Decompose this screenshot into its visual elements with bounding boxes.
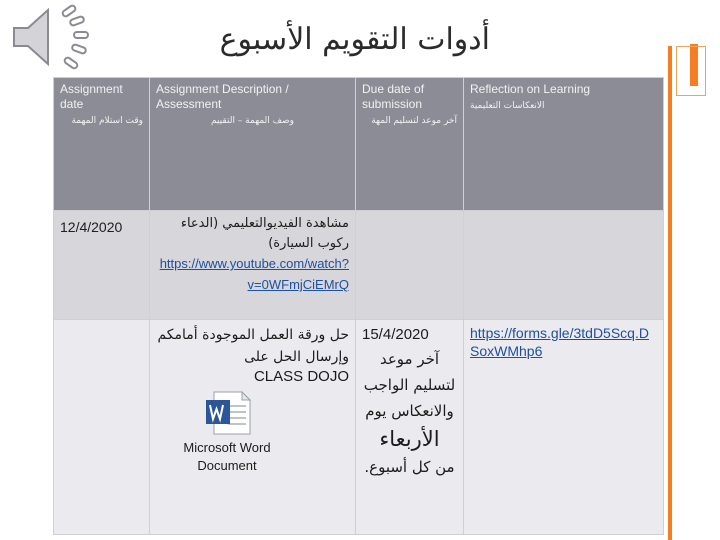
header-en: Reflection on Learning — [470, 82, 591, 96]
table-header-row — [54, 78, 664, 211]
table-row — [54, 211, 664, 320]
header-ar: وقت استلام المهمة — [71, 116, 143, 126]
cell-description — [150, 211, 356, 320]
header-en: Due date of submission — [362, 82, 425, 111]
accent-frame — [676, 46, 706, 96]
due-line: من كل أسبوع. — [364, 458, 455, 476]
header-ar: وصف المهمة – التقييم — [211, 116, 294, 126]
table-row — [54, 320, 664, 535]
due-line: لتسليم الواجب — [363, 376, 456, 394]
header-ar: الانعكاسات التعليمية — [470, 101, 545, 111]
description-line: حل ورقة العمل الموجودة أمامكم — [157, 327, 349, 343]
header-en: Assignment Description / Assessment — [156, 82, 289, 111]
attachment-type: Document — [197, 458, 257, 473]
description-line: وإرسال الحل على — [244, 349, 349, 365]
due-line: الأربعاء — [379, 427, 440, 451]
accent-bar-vertical — [668, 46, 672, 540]
due-line: والانعكاس يوم — [365, 402, 454, 420]
attachment-name: Microsoft Word — [183, 440, 271, 455]
due-date: 15/4/2020 — [362, 326, 429, 343]
header-ar: آخر موعد لتسليم المهة — [371, 116, 457, 126]
header-assignment-date — [54, 78, 150, 211]
word-document-icon[interactable] — [172, 390, 282, 480]
speaker-icon[interactable] — [8, 4, 92, 78]
header-due-date — [356, 78, 464, 211]
cell-due — [356, 320, 464, 535]
document-page — [206, 392, 250, 434]
cell-date — [54, 211, 150, 320]
header-reflection — [464, 78, 664, 211]
header-en: Assignment date — [60, 82, 123, 111]
slide-title: أدوات التقويم الأسبوع — [219, 22, 490, 57]
assignment-date: 12/4/2020 — [60, 219, 123, 235]
cell-date — [54, 320, 150, 535]
cell-due — [356, 211, 464, 320]
cell-reflection — [464, 320, 664, 535]
assignment-description — [156, 211, 349, 296]
due-line: آخر موعد — [379, 350, 440, 368]
reflection-form-link[interactable]: https://forms.gle/3tdD5Scq.DSoxWMhp6 — [470, 325, 649, 359]
header-description — [150, 78, 356, 211]
description-text: مشاهدة الفيديوالتعليمي (الدعاء ركوب السيارة) — [180, 216, 349, 251]
assignment-table — [53, 77, 664, 535]
video-link[interactable]: https://www.youtube.com/watch?v=0WFmjCiEMrQ — [159, 256, 349, 292]
class-dojo-label: CLASS DOJO — [253, 368, 349, 385]
cell-reflection — [464, 211, 664, 320]
